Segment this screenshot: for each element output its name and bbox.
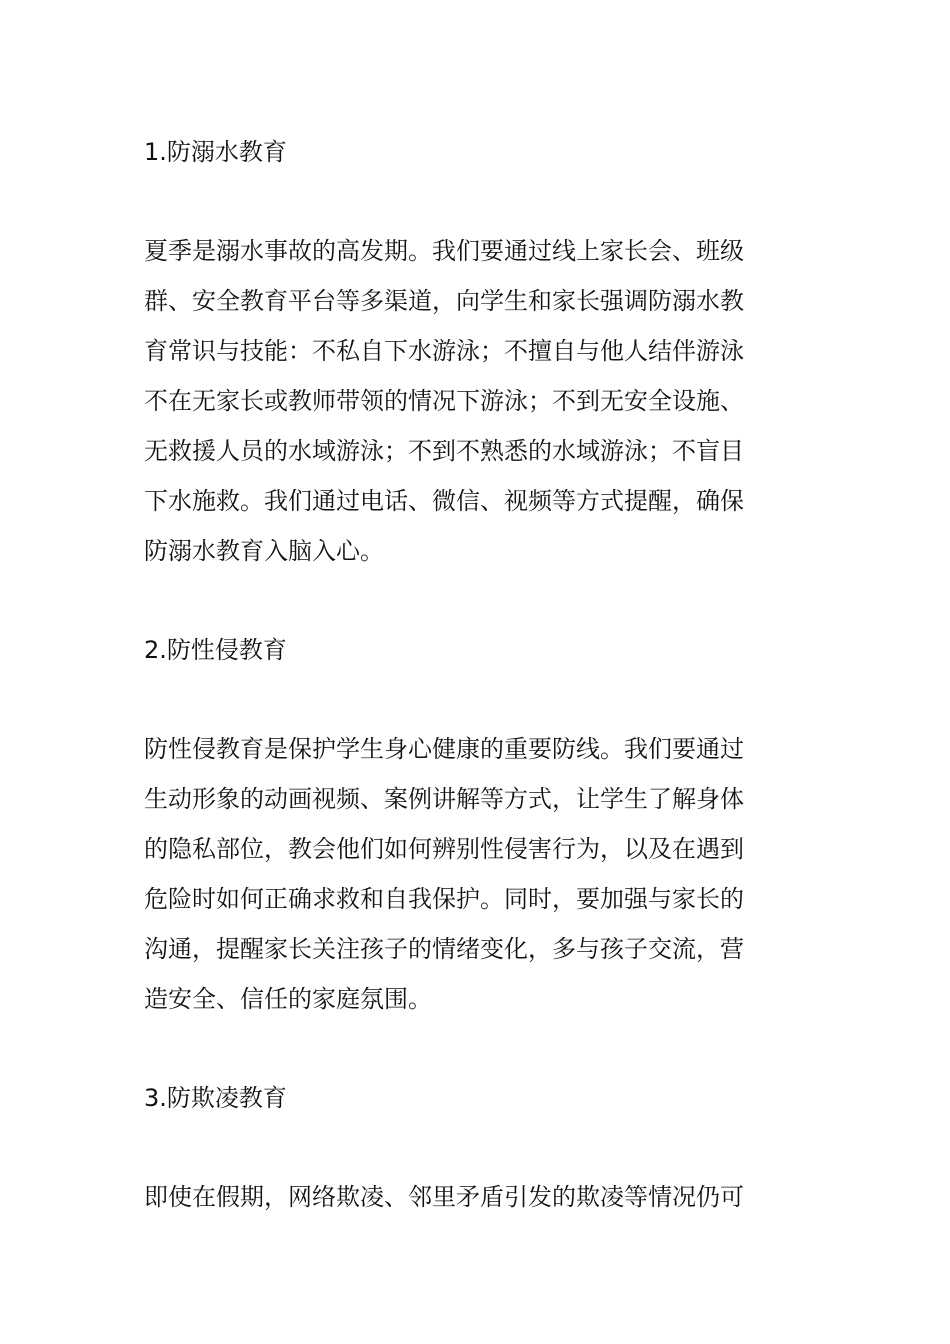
text-line: 无救援人员的水域游泳；不到不熟悉的水域游泳；不盲目 (144, 437, 744, 465)
paragraph-sexual-assault (144, 724, 809, 1024)
text-line: 下水施救。我们通过电话、微信、视频等方式提醒，确保 (144, 487, 744, 515)
text-line: 沟通，提醒家长关注孩子的情绪变化，多与孩子交流，营 (144, 935, 744, 963)
text-line: 育常识与技能：不私自下水游泳；不擅自与他人结伴游泳 (144, 337, 744, 365)
section-heading-bullying: 3.防欺凌教育 (144, 1084, 287, 1112)
text-line: 群、安全教育平台等多渠道，向学生和家长强调防溺水教 (144, 287, 744, 315)
document-body (144, 128, 809, 1222)
paragraph-bullying (144, 1172, 809, 1222)
text-line: 危险时如何正确求救和自我保护。同时，要加强与家长的 (144, 885, 744, 913)
section-heading-drowning: 1.防溺水教育 (144, 138, 287, 166)
text-line: 造安全、信任的家庭氛围。 (144, 985, 432, 1013)
text-line: 生动形象的动画视频、案例讲解等方式，让学生了解身体 (144, 785, 744, 813)
text-line: 夏季是溺水事故的高发期。我们要通过线上家长会、班级 (144, 237, 744, 265)
section-heading-sexual-assault: 2.防性侵教育 (144, 636, 287, 664)
text-line: 不在无家长或教师带领的情况下游泳；不到无安全设施、 (144, 387, 744, 415)
text-line: 即使在假期，网络欺凌、邻里矛盾引发的欺凌等情况仍可 (144, 1183, 744, 1211)
text-line: 防溺水教育入脑入心。 (144, 537, 384, 565)
text-line: 的隐私部位，教会他们如何辨别性侵害行为，以及在遇到 (144, 835, 744, 863)
paragraph-drowning (144, 226, 809, 576)
text-line: 防性侵教育是保护学生身心健康的重要防线。我们要通过 (144, 735, 744, 763)
